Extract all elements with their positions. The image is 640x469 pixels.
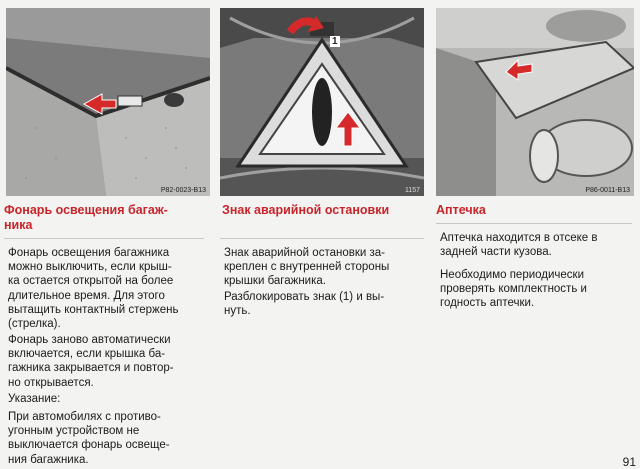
note-label: Указание: [8, 393, 61, 405]
text-line: можно выключить, если крыш- [8, 261, 172, 274]
text-line: угонным устройством не [8, 425, 140, 438]
paragraph [440, 268, 634, 311]
paragraph [8, 333, 206, 390]
paragraph [8, 246, 206, 331]
text-line: выключается фонарь освеще- [8, 439, 170, 452]
photo-code: P86-0011-B13 [585, 187, 630, 194]
section-heading [4, 203, 168, 233]
page-number: 91 [622, 455, 636, 469]
text-line: Знак аварийной остановки за- [224, 247, 385, 259]
text-line: но открывается. [8, 376, 94, 389]
text-line: Фонарь освещения багажника [8, 247, 170, 259]
text-line: креплен с внутренней стороны [224, 261, 390, 274]
heading-line: Фонарь освещения багаж- [4, 203, 168, 217]
text-line: (стрелка). [8, 318, 61, 331]
text-line: задней части кузова. [440, 246, 552, 259]
text-line: Аптечка находится в отсеке в [440, 232, 598, 244]
text-line: включается, если крышка ба- [8, 348, 166, 361]
column-first-aid-kit [434, 0, 640, 467]
paragraph [224, 290, 422, 318]
divider [436, 223, 632, 224]
text-line: Разблокировать знак (1) и вы- [224, 291, 385, 303]
first-aid-kit-photo [436, 8, 634, 196]
divider [220, 238, 424, 239]
column-trunk-light [0, 0, 212, 467]
text-line: ка остается открытой на более [8, 275, 174, 288]
paragraph [8, 410, 206, 467]
text-line: ния багажника. [8, 453, 89, 466]
section-heading: Аптечка [436, 203, 486, 217]
text-line: вытащить контактный стержень [8, 303, 179, 316]
text-line: проверять комплектность и [440, 283, 587, 296]
paragraph [440, 231, 634, 259]
paragraph [224, 246, 422, 289]
text-line: При автомобилях с противо- [8, 411, 161, 423]
text-line: Необходимо периодически [440, 269, 585, 281]
warning-triangle-photo [220, 8, 424, 196]
column-warning-triangle [220, 0, 428, 467]
text-line: годность аптечки. [440, 297, 535, 310]
text-line: длительное время. Для этого [8, 289, 165, 302]
photo-code: P82-0023-B13 [160, 187, 206, 194]
trunk-light-photo [6, 8, 210, 196]
text-line: гажника закрывается и повтор- [8, 362, 174, 375]
photo-code: 1157 [404, 187, 420, 194]
text-line: нуть. [224, 305, 251, 318]
text-line: крышки багажника. [224, 275, 326, 288]
heading-line: ника [4, 218, 33, 232]
callout-marker: 1 [332, 36, 338, 47]
section-heading: Знак аварийной остановки [222, 203, 390, 217]
text-line: Фонарь заново автоматически [8, 334, 171, 346]
divider [4, 238, 204, 239]
